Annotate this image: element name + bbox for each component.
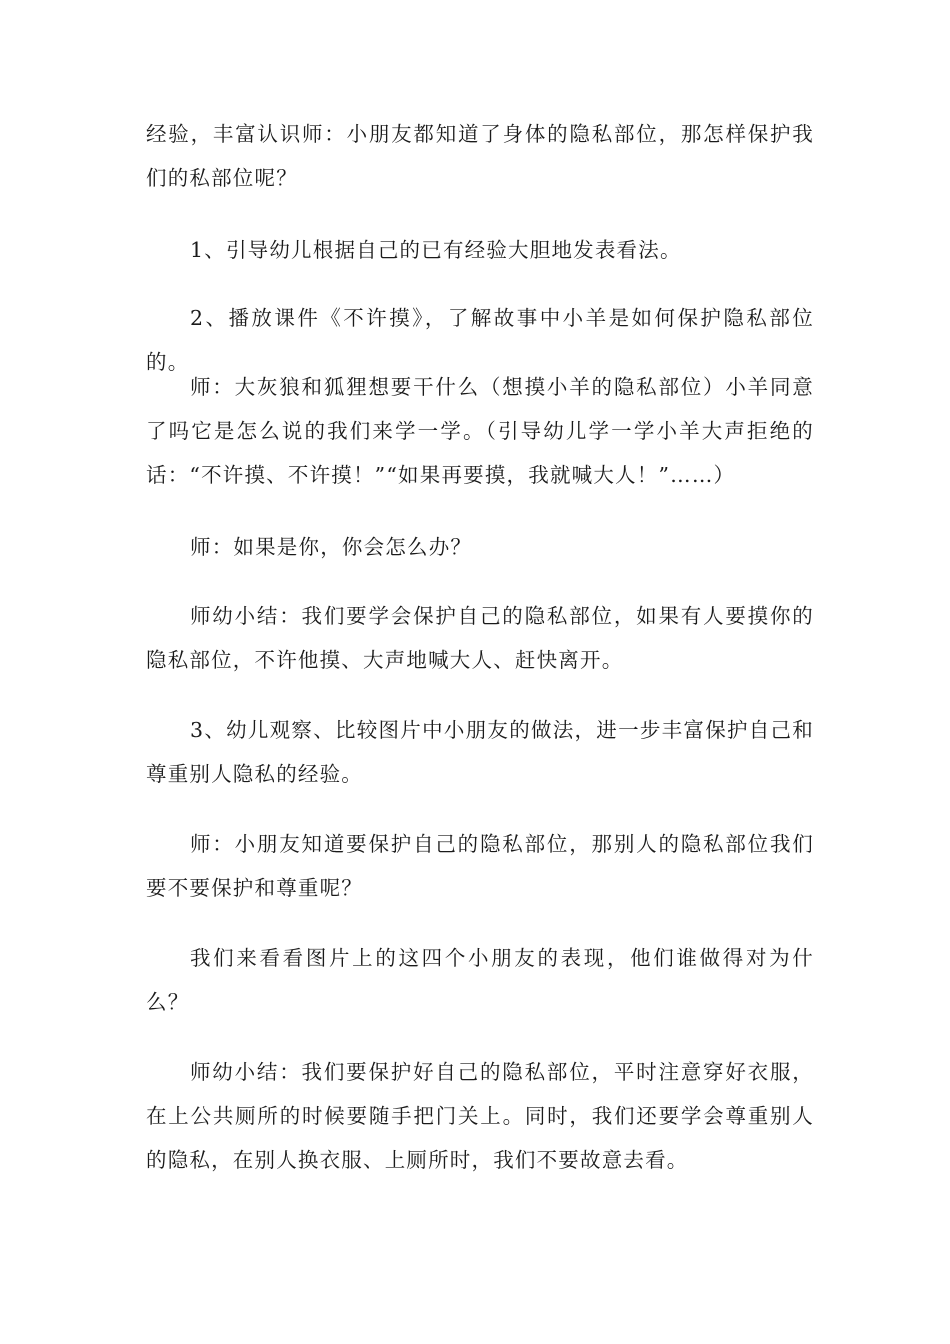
paragraph-continuation: 经验，丰富认识师：小朋友都知道了身体的隐私部位，那怎样保护我们的私部位呢？ [146,122,814,190]
paragraph-teacher-respect: 师：小朋友知道要保护自己的隐私部位，那别人的隐私部位我们要不要保护和尊重呢？ [146,832,814,900]
paragraph-teacher-what-would-you-do: 师：如果是你，你会怎么办？ [190,535,473,559]
paragraph-step-2: 2、播放课件《不许摸》，了解故事中小羊是如何保护隐私部位的。 [146,306,814,374]
paragraph-summary-2: 师幼小结：我们要保护好自己的隐私部位，平时注意穿好衣服，在上公共厕所的时候要随手把门关上。同时，我们还要学会尊重别人的隐私，在别人换衣服、上厕所时，我们不要故意去看。 [146,1060,814,1172]
paragraph-look-at-pictures: 我们来看看图片上的这四个小朋友的表现，他们谁做得对为什么？ [146,946,814,1014]
paragraph-teacher-question: 师：大灰狼和狐狸想要干什么（想摸小羊的隐私部位）小羊同意了吗它是怎么说的我们来学一学。（引导幼儿学一学小羊大声拒绝的话：“不许摸、不许摸！”“如果再要摸，我就喊大人！”……） [146,375,814,487]
paragraph-summary-1: 师幼小结：我们要学会保护自己的隐私部位，如果有人要摸你的隐私部位，不许他摸、大声地喊大人、赶快离开。 [146,604,814,672]
paragraph-step-3: 3、幼儿观察、比较图片中小朋友的做法，进一步丰富保护自己和尊重别人隐私的经验。 [146,718,814,786]
paragraph-step-1: 1、引导幼儿根据自己的已有经验大胆地发表看法。 [190,238,682,262]
